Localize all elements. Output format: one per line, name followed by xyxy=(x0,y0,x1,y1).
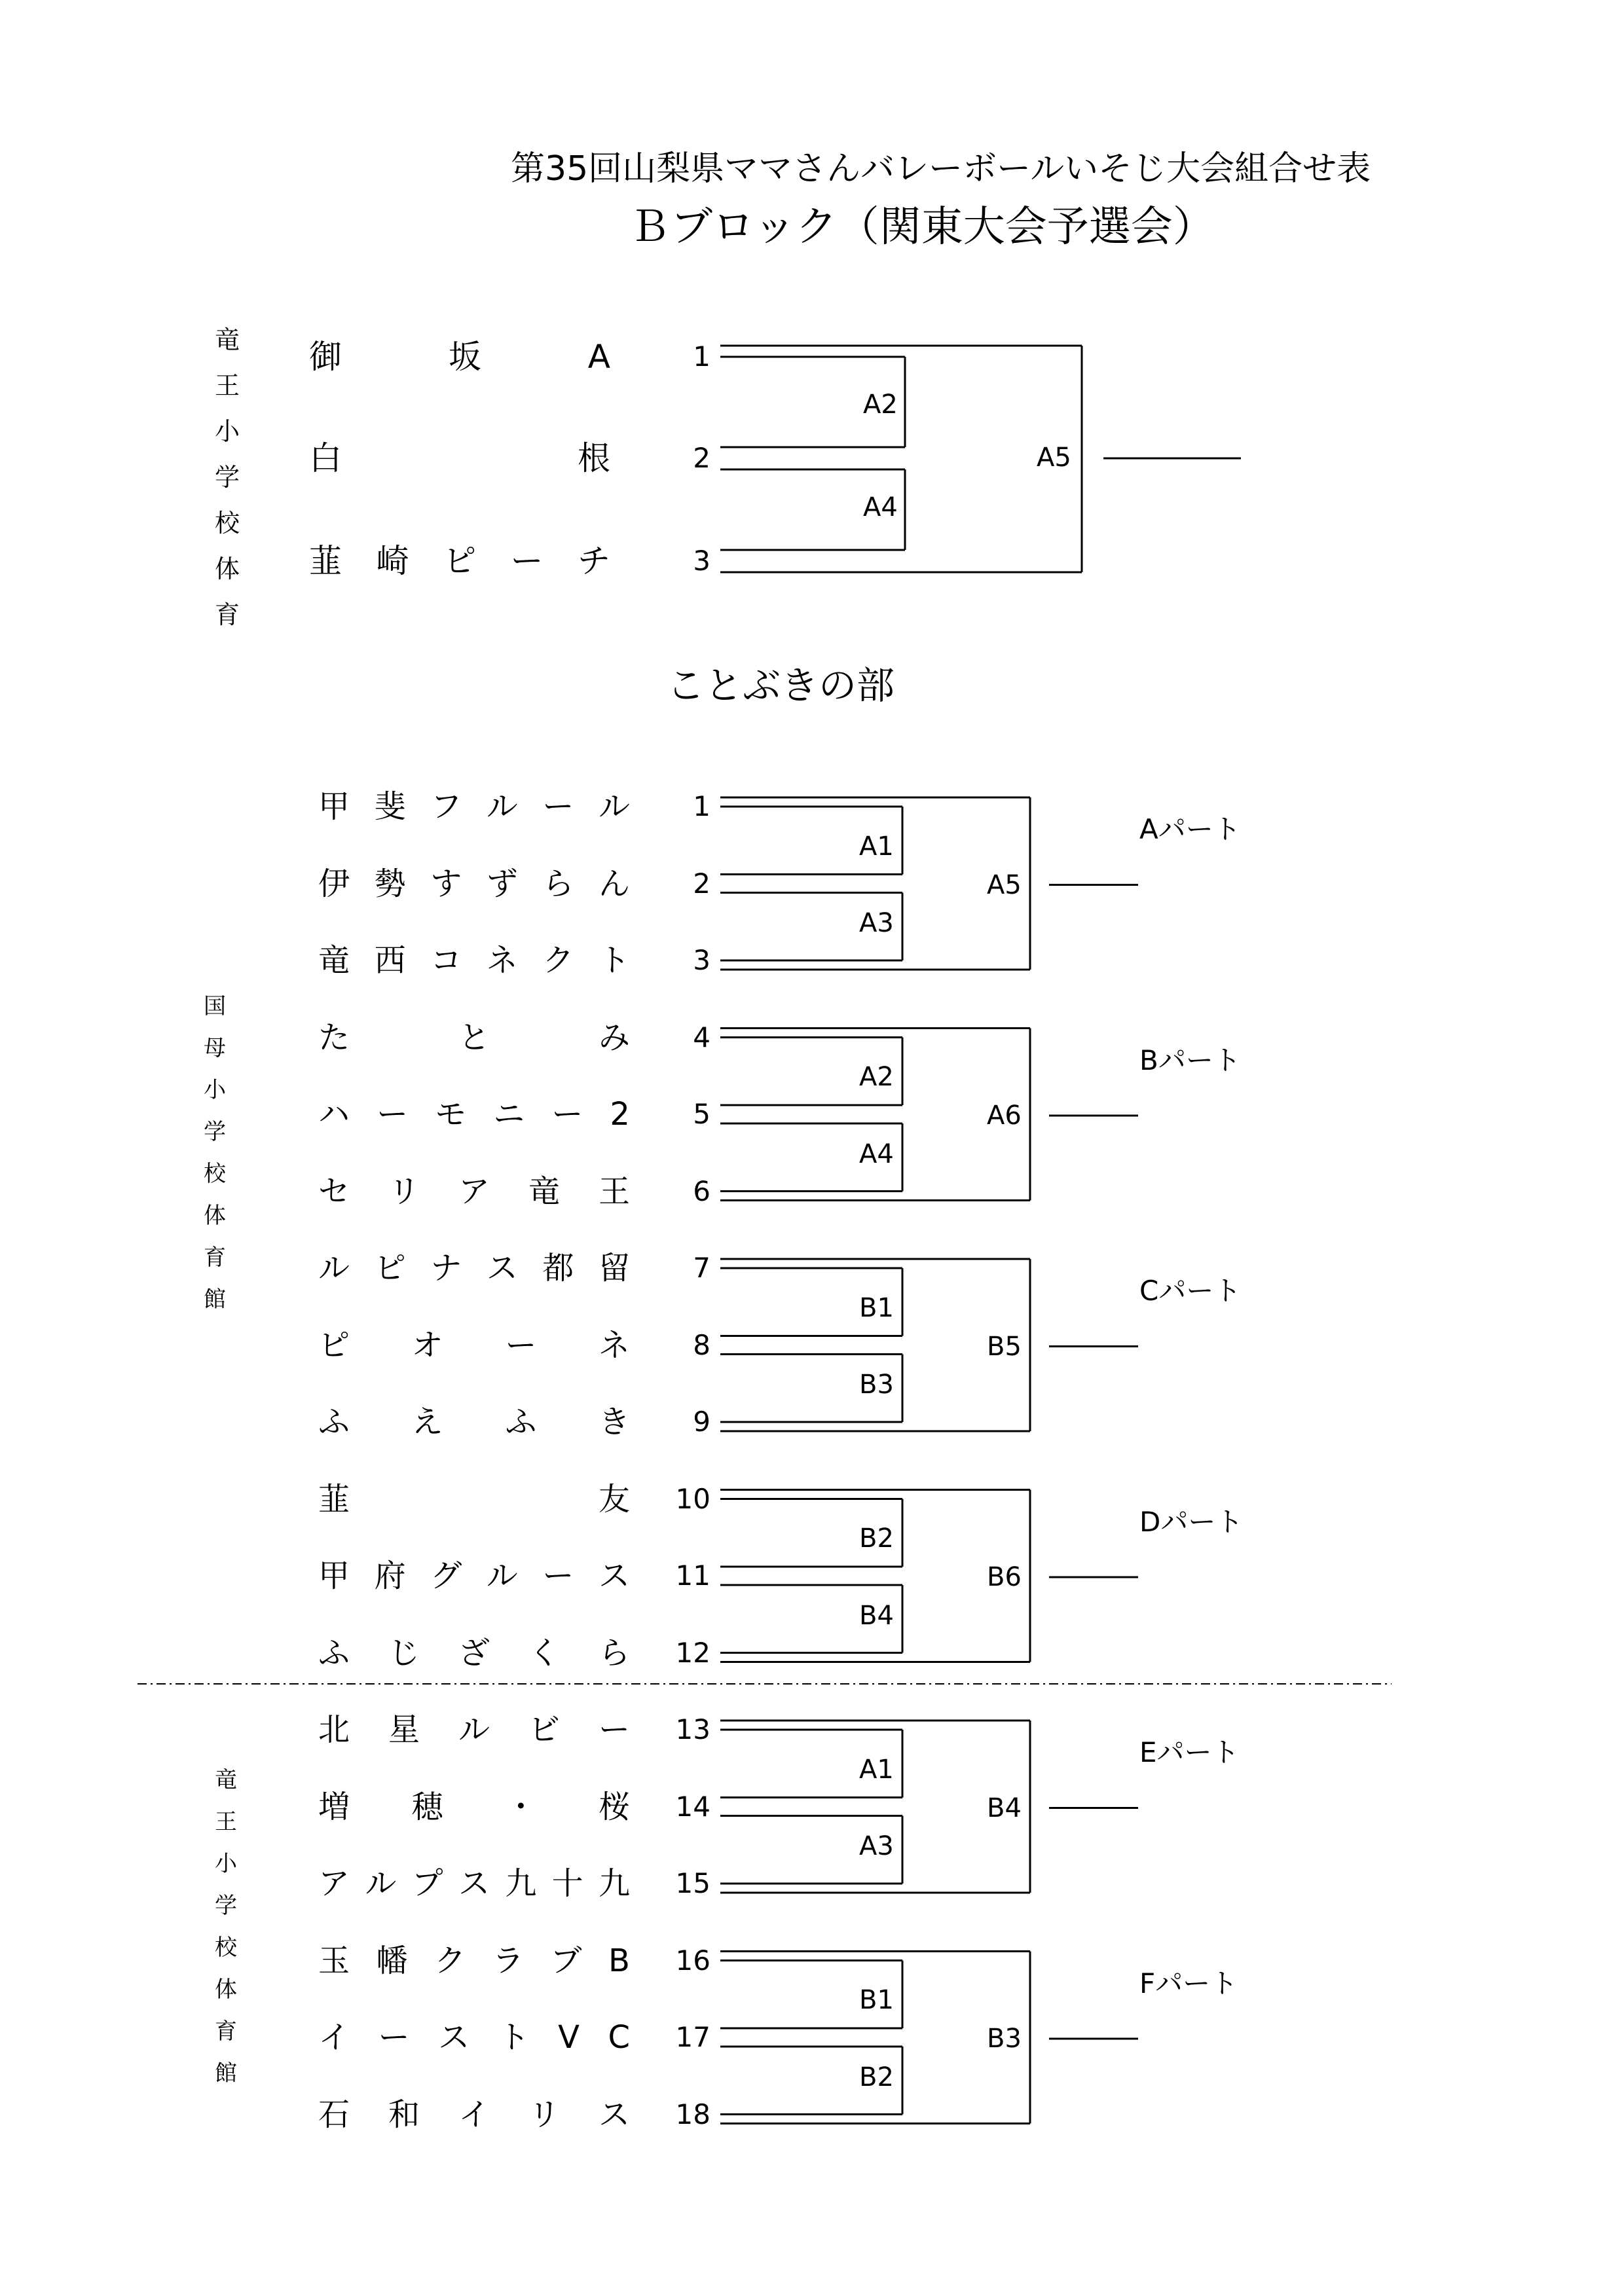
venue-char: 館 xyxy=(204,1286,226,1313)
team-name-char: ラ xyxy=(492,1942,524,1979)
team-number: 6 xyxy=(693,1175,710,1207)
team-name-char: ル xyxy=(318,1250,350,1286)
team-name xyxy=(309,542,610,580)
venue-char: 小 xyxy=(214,417,240,446)
team-name-char: ふ xyxy=(318,1404,350,1440)
team-name-char: コ xyxy=(430,942,462,979)
team-name-char: 和 xyxy=(388,2096,420,2133)
team-name-char: ル xyxy=(458,1711,490,1748)
team-name-char: ー xyxy=(551,1096,583,1133)
team-name xyxy=(318,1788,630,1825)
team-name-char: 留 xyxy=(598,1250,630,1286)
match-label: A5 xyxy=(1037,443,1071,473)
team-name-char: 石 xyxy=(318,2096,350,2133)
team-name-char: く xyxy=(528,1634,560,1671)
venue-label xyxy=(208,327,247,627)
team-name-char: ず xyxy=(486,865,518,902)
team-name-char: ス xyxy=(458,1865,490,1902)
venue-char: 校 xyxy=(214,509,240,538)
team-name-char: 甲 xyxy=(318,788,350,825)
team-name-char: イ xyxy=(318,2019,350,2056)
venue-char: 国 xyxy=(204,993,226,1019)
team-name-char: 九 xyxy=(505,1865,537,1902)
team-number: 4 xyxy=(693,1021,710,1053)
venue-char: 王 xyxy=(214,371,240,400)
team-name xyxy=(318,788,630,825)
team-name-char: ブ xyxy=(550,1942,582,1979)
team-name-char: 幡 xyxy=(376,1942,408,1979)
part-label: Cパート xyxy=(1139,1275,1242,1307)
team-number: 3 xyxy=(693,545,710,577)
team-name-char: た xyxy=(318,1019,350,1056)
team-name-char: ル xyxy=(486,788,518,825)
team-name-char: 勢 xyxy=(374,865,406,902)
part-label: Bパート xyxy=(1139,1044,1241,1076)
page-subtitle: Ｂブロック（関東大会予選会） xyxy=(629,203,1215,251)
team-name-char: イ xyxy=(458,2096,490,2133)
team-name-char: 白 xyxy=(309,439,342,477)
team-name-char: ん xyxy=(598,865,630,902)
team-name-char: ハ xyxy=(318,1096,350,1133)
team-name-char: チ xyxy=(578,542,610,580)
team-name-char: ら xyxy=(542,865,574,902)
team-name-char: ス xyxy=(486,1250,518,1286)
team-number: 8 xyxy=(693,1328,710,1361)
match-label: A2 xyxy=(863,390,898,420)
venue-char: 王 xyxy=(215,1809,237,1835)
match-label: A4 xyxy=(863,492,898,522)
match-label: A3 xyxy=(859,1831,894,1862)
team-name-char: 西 xyxy=(374,942,406,979)
team-name-char: ー xyxy=(598,1711,630,1748)
team-name-char: 伊 xyxy=(318,865,350,902)
team-name-char: ピ xyxy=(318,1326,350,1364)
team-name xyxy=(318,1096,630,1133)
team-number: 11 xyxy=(675,1559,710,1592)
team-name xyxy=(318,2096,630,2133)
team-name-char: A xyxy=(587,338,610,376)
team-name-char: じ xyxy=(388,1634,420,1671)
team-name-char: ル xyxy=(598,788,630,825)
team-name xyxy=(309,439,610,477)
team-name-char: 増 xyxy=(318,1788,350,1825)
team-number: 10 xyxy=(675,1482,710,1515)
team-number: 7 xyxy=(693,1252,710,1284)
team-name-char: 甲 xyxy=(318,1558,350,1594)
match-label: B2 xyxy=(859,2062,894,2092)
team-name xyxy=(318,1634,630,1671)
team-name-char: 都 xyxy=(542,1250,574,1286)
team-name xyxy=(318,942,630,979)
team-name-char: リ xyxy=(388,1173,420,1210)
team-name-char: ら xyxy=(598,1634,630,1671)
team-name-char: き xyxy=(598,1404,630,1440)
part-label: Dパート xyxy=(1139,1505,1244,1538)
team-name xyxy=(318,1480,630,1518)
venue-char: 体 xyxy=(214,555,240,583)
team-number: 5 xyxy=(693,1098,710,1130)
team-name xyxy=(318,1942,630,1979)
team-number: 18 xyxy=(675,2098,710,2130)
team-name-char: プ xyxy=(411,1865,443,1902)
team-name-char: ト xyxy=(598,942,630,979)
match-label: A1 xyxy=(859,1754,894,1785)
match-label: B3 xyxy=(859,1370,894,1400)
team-name-char: 友 xyxy=(598,1480,630,1518)
venue-char: 学 xyxy=(214,463,240,492)
match-label: A5 xyxy=(987,869,1022,900)
venue-char: 学 xyxy=(215,1893,237,1919)
team-name-char: ア xyxy=(458,1173,490,1210)
team-name-char: ビ xyxy=(528,1711,560,1748)
venue-char: 小 xyxy=(204,1077,226,1103)
team-number: 15 xyxy=(675,1867,710,1899)
team-name xyxy=(318,1019,630,1056)
team-name-char: 韮 xyxy=(318,1480,350,1518)
venue-char: 育 xyxy=(204,1245,226,1271)
team-name-char: ー xyxy=(377,1096,409,1133)
team-name-char: ふ xyxy=(318,1634,350,1671)
team-name-char: ・ xyxy=(505,1788,537,1825)
team-name-char: モ xyxy=(435,1096,467,1133)
team-number: 2 xyxy=(693,867,710,900)
team-name-char: ピ xyxy=(374,1250,406,1286)
match-label: A4 xyxy=(859,1139,894,1169)
team-name-char: ニ xyxy=(493,1096,525,1133)
team-name-char: ー xyxy=(542,1558,574,1594)
team-name-char: ル xyxy=(365,1865,397,1902)
team-name-char: セ xyxy=(318,1173,350,1210)
venue-char: 体 xyxy=(215,1977,237,2003)
match-label: B1 xyxy=(859,1292,894,1323)
team-number: 14 xyxy=(675,1790,710,1823)
match-label: A1 xyxy=(859,831,894,862)
team-name-char: ー xyxy=(378,2019,410,2056)
venue-char: 学 xyxy=(204,1119,226,1145)
team-number: 16 xyxy=(675,1944,710,1977)
team-name-char: 穂 xyxy=(411,1788,443,1825)
team-name-char: す xyxy=(430,865,462,902)
team-name xyxy=(318,865,630,902)
venue-char: 館 xyxy=(215,2060,237,2086)
team-name-char: 竜 xyxy=(528,1173,560,1210)
team-name xyxy=(309,338,610,376)
team-name-char: 王 xyxy=(598,1173,630,1210)
team-name-char: 韮 xyxy=(309,542,342,580)
team-name-char: ス xyxy=(438,2019,470,2056)
team-number: 3 xyxy=(693,944,710,976)
match-label: A3 xyxy=(859,908,894,939)
team-name-char: オ xyxy=(411,1326,443,1364)
team-name-char: ス xyxy=(598,1558,630,1594)
team-number: 13 xyxy=(675,1713,710,1745)
team-name-char: 星 xyxy=(388,1711,420,1748)
team-name-char: え xyxy=(411,1404,443,1440)
team-name xyxy=(318,1406,630,1438)
team-name-char: ク xyxy=(434,1942,466,1979)
team-number: 17 xyxy=(675,2021,710,2053)
team-name-char: リ xyxy=(528,2096,560,2133)
section-title: ことぶきの部 xyxy=(667,663,895,708)
venue-char: 校 xyxy=(204,1161,226,1187)
team-name-char: 竜 xyxy=(318,942,350,979)
match-label: B2 xyxy=(859,1523,894,1554)
team-name-char: ナ xyxy=(430,1250,462,1286)
team-name-char: 桜 xyxy=(598,1788,630,1825)
team-name-char: と xyxy=(458,1019,490,1056)
team-name xyxy=(318,2019,630,2056)
part-label: Eパート xyxy=(1139,1736,1240,1768)
venue-char: 体 xyxy=(204,1203,226,1229)
match-label: B4 xyxy=(859,1600,894,1631)
match-label: A6 xyxy=(987,1101,1022,1131)
team-name-char: B xyxy=(608,1942,630,1979)
match-label: B4 xyxy=(987,1793,1022,1823)
team-name-char: 北 xyxy=(318,1711,350,1748)
team-name-char: ピ xyxy=(443,542,476,580)
team-name xyxy=(318,1173,630,1210)
team-name-char: 十 xyxy=(551,1865,583,1902)
team-name-char: ク xyxy=(542,942,574,979)
part-label: Fパート xyxy=(1139,1967,1238,1999)
match-label: B1 xyxy=(859,1985,894,2016)
venue-char: 竜 xyxy=(215,1767,237,1793)
page-title: 第35回山梨県ママさんバレーボールいそじ大会組合せ表 xyxy=(511,149,1371,189)
team-name-char: み xyxy=(598,1019,630,1056)
venue-label xyxy=(206,1769,246,2085)
team-name-char: ー xyxy=(542,788,574,825)
team-name xyxy=(318,1711,630,1748)
team-name-char: ネ xyxy=(598,1326,630,1364)
part-label: Aパート xyxy=(1139,813,1241,845)
team-name-char: フ xyxy=(430,788,462,825)
venue-char: 竜 xyxy=(214,325,240,354)
match-label: B6 xyxy=(987,1562,1022,1592)
team-name-char: ざ xyxy=(458,1634,490,1671)
venue-char: 小 xyxy=(215,1851,237,1877)
team-name-char: 崎 xyxy=(376,542,409,580)
team-name-char: ふ xyxy=(505,1404,537,1440)
venue-char: 育 xyxy=(214,600,240,629)
team-number: 1 xyxy=(693,790,710,822)
team-name-char: ト xyxy=(498,2019,530,2056)
team-number: 9 xyxy=(693,1406,710,1438)
team-name-char: 九 xyxy=(598,1865,630,1902)
team-name-char: 坂 xyxy=(448,338,481,376)
team-name-char: 府 xyxy=(374,1558,406,1594)
match-label: B3 xyxy=(987,2024,1022,2054)
team-number: 1 xyxy=(693,340,710,373)
team-name xyxy=(318,1560,630,1592)
venue-char: 育 xyxy=(215,2018,237,2045)
team-name-char: ス xyxy=(598,2096,630,2133)
team-name xyxy=(318,1252,630,1284)
team-name-char: ル xyxy=(486,1558,518,1594)
team-name-char: ア xyxy=(318,1865,350,1902)
team-name xyxy=(318,1326,630,1364)
team-name-char: ー xyxy=(510,542,544,580)
match-label: B5 xyxy=(987,1331,1022,1362)
team-name xyxy=(318,1865,630,1902)
team-name-char: ネ xyxy=(486,942,518,979)
team-number: 12 xyxy=(675,1636,710,1669)
team-name-char: ー xyxy=(505,1326,537,1364)
team-name-char: 玉 xyxy=(318,1942,350,1979)
venue-label xyxy=(195,995,234,1311)
match-label: A2 xyxy=(859,1062,894,1093)
team-name-char: 御 xyxy=(309,338,342,376)
team-name-char: 2 xyxy=(610,1096,630,1133)
venue-char: 母 xyxy=(204,1035,226,1061)
team-name-char: 斐 xyxy=(374,788,406,825)
venue-char: 校 xyxy=(215,1935,237,1961)
team-name-char: 根 xyxy=(578,439,610,477)
team-number: 2 xyxy=(693,442,710,474)
team-name-char: V xyxy=(558,2019,580,2056)
team-name-char: C xyxy=(608,2019,630,2056)
team-name-char: グ xyxy=(430,1558,462,1594)
